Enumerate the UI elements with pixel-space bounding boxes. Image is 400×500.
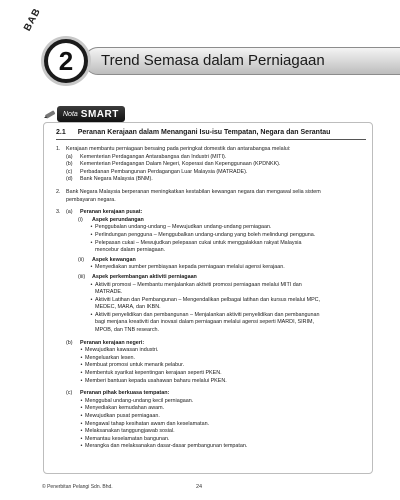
smart-word: SMART — [80, 108, 119, 120]
list-item: • Mengawal tahap kesihatan awam dan keselamatan. — [80, 420, 210, 427]
section-heading — [56, 129, 366, 136]
list-item: • Memantau keselamatan bangunan. — [80, 435, 170, 442]
bab-label: BAB — [22, 6, 44, 34]
list-item: MEDEC, MARA, dan IKBN. — [95, 304, 161, 311]
list-item: • Perlindungan pengguna – Menggubalkan undang-undang yang boleh melindungi pengguna. — [90, 231, 316, 238]
list-item: • Merangka dan melaksanakan dasar-dasar pembangunan tempatan. — [80, 443, 248, 450]
list-item: • Melaksanakan tanggungjawab sosial. — [80, 428, 175, 435]
list-item: (b) Kementerian Perdagangan Dalam Negeri, Koperasi dan Kepenggunaan (KPDNKK). — [66, 161, 281, 168]
list-item: • Menggubal undang-undang kecil perniagaan. — [80, 397, 194, 404]
list-item: pembayaran negara. — [66, 196, 116, 203]
chapter-number: 2 — [58, 45, 74, 76]
section-number: 2.1 — [56, 129, 66, 136]
list-item: 3. (a) Peranan kerajaan pusat: — [56, 209, 143, 216]
nota-smart-label — [57, 106, 125, 122]
chapter-title: Trend Semasa dalam Perniagaan — [101, 52, 325, 69]
list-item: • Membuat promosi untuk menarik pelabur. — [80, 362, 185, 369]
chapter-number-badge — [44, 39, 88, 83]
nota-word: Nota — [63, 110, 78, 118]
chapter-title-bar — [84, 47, 400, 75]
list-item: • Mewujudkan pusat perniagaan. — [80, 413, 160, 419]
list-item: • Mewujudkan kawasan industri. — [80, 347, 159, 354]
page-number: 24 — [196, 484, 203, 490]
list-item: • Penggubalan undang-undang – Mewujudkan undang-undang perniagaan. — [90, 224, 272, 231]
nota-smart-badge — [43, 104, 125, 124]
section-title: Peranan Kerajaan dalam Menangani Isu-isu Tempatan, Negara dan Serantau — [77, 129, 331, 136]
list-item: (c) Peranan pihak berkuasa tempatan: — [66, 390, 170, 397]
list-item: bagi menjana kreativiti dan inovasi dalam perniagaan melalui agensi seperti MARDI, SIRIM, — [95, 319, 315, 326]
list-item: 2. Bank Negara Malaysia berperanan meningkatkan kestabilan kewangan negara dan mengawal selia sistem — [56, 188, 321, 195]
list-item: (c) Perbadanan Pembangunan Perdagangan Luar Malaysia (MATRADE). — [66, 168, 248, 175]
list-item: • Membentuk syarikat kepentingan kerajaan seperti PKEN. — [80, 370, 222, 377]
list-item: 1. Kerajaan membantu perniagaan bersaing pada peringkat domestik dan antarabangsa melalui: — [56, 146, 291, 152]
publisher-credit: © Penerbitan Pelangi Sdn. Bhd. — [42, 484, 113, 490]
list-item: (b) Peranan kerajaan negeri: — [66, 339, 145, 346]
list-item: (i) Aspek perundangan — [78, 216, 144, 223]
chapter-header — [0, 6, 400, 86]
list-item: MPOB, dan TNB research. — [95, 327, 160, 334]
list-item: • Mengeluarkan lesen. — [80, 354, 136, 361]
list-item: (d) Bank Negara Malaysia (BNM). — [66, 176, 153, 183]
list-item: (ii) Aspek kewangan — [78, 256, 136, 263]
list-item: (a) Kementerian Perdagangan Antarabangsa dan Industri (MITI). — [66, 153, 227, 160]
list-item: • Aktiviti penyelidikan dan pembangunan – Menjalankan aktiviti penyelidikan dan pembangunan — [90, 311, 320, 318]
section-divider — [56, 139, 366, 140]
list-item: • Aktiviti Latihan dan Pembangunan – Mengendalikan pelbagai latihan dan kursus melalui MPC, — [90, 296, 321, 303]
notes-content — [56, 146, 368, 451]
list-item: • Menyediakan kemudahan awam. — [80, 405, 165, 412]
list-item: • Pelepasan cukai – Mewujudkan pelepasan cukai untuk menggalakkan rakyat Malaysia — [90, 239, 302, 246]
list-item: • Menyediakan sumber pembiayaan kepada perniagaan melalui agensi kerajaan. — [90, 264, 285, 271]
list-item: mencebur dalam perniagaan. — [95, 247, 166, 254]
list-item: MATRADE. — [95, 289, 123, 296]
list-item: (iii) Aspek perkembangan aktiviti perniagaan — [78, 273, 197, 280]
list-item: • Aktiviti promosi – Membantu menjalankan aktiviti promosi perniagaan melalui MITI dan — [90, 281, 302, 288]
list-item: • Memberi bantuan kepada usahawan baharu melalui PKEN. — [80, 377, 227, 384]
